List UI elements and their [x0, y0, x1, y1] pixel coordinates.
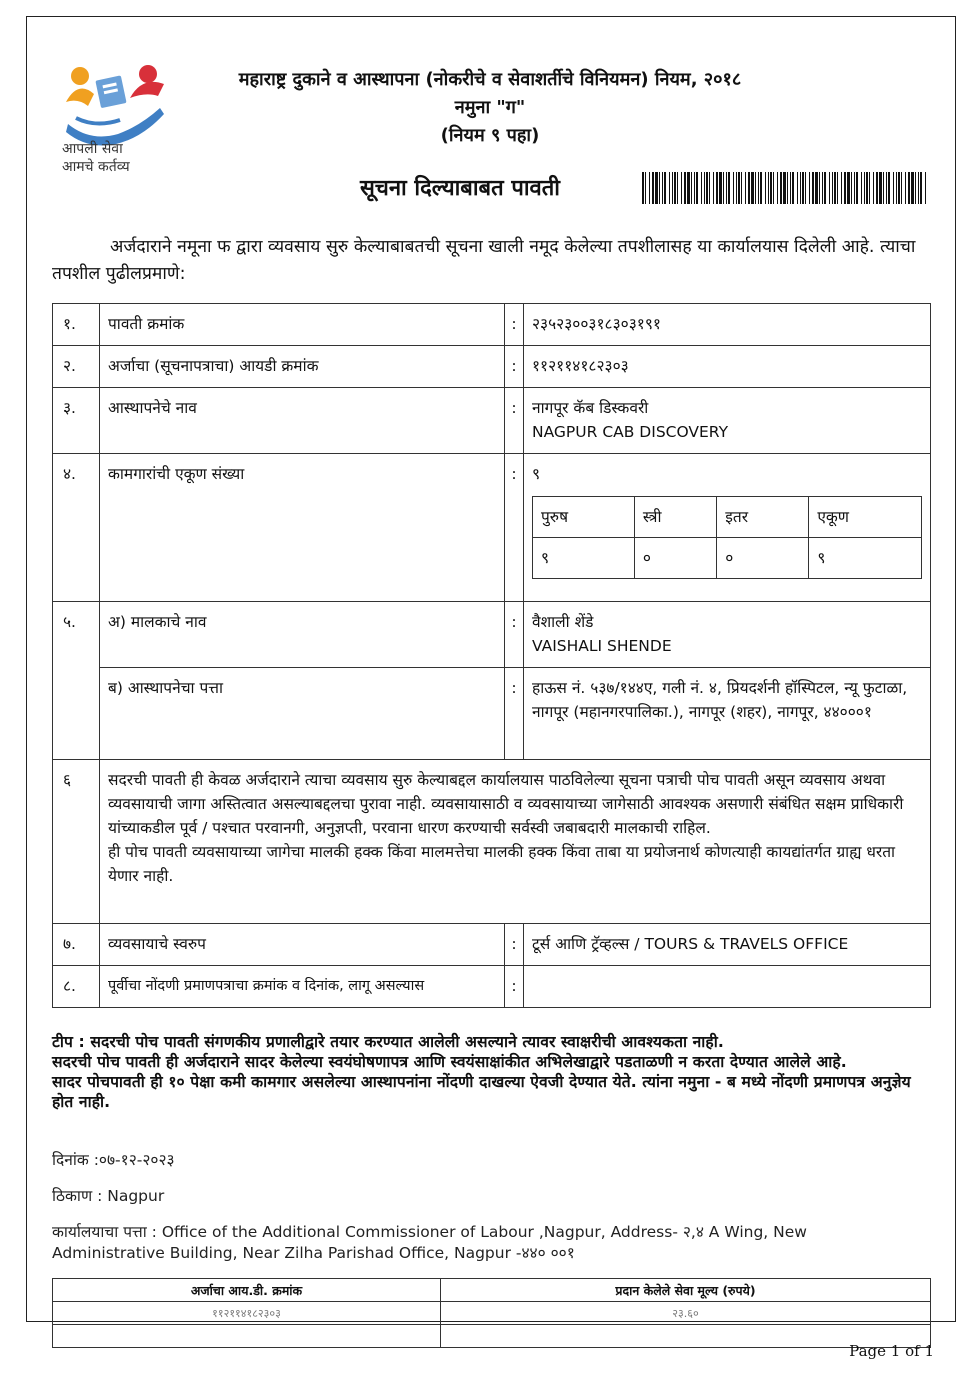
table-row: [53, 924, 931, 966]
worker-count: ०: [717, 538, 809, 579]
field-label: ब) आस्थापनेचा पत्ता: [100, 668, 505, 760]
column-header: स्त्री: [634, 497, 716, 538]
table-row: [53, 454, 931, 602]
table-row: [53, 346, 931, 388]
logo-caption-line2: आमचे कर्तव्य: [62, 159, 130, 175]
logo-caption: [62, 140, 172, 176]
owner-name-marathi: वैशाली शेंडे: [532, 613, 594, 631]
header-rule-title: महाराष्ट्र दुकाने व आस्थापना (नोकरीचे व सेवाशर्तीचे विनियमन) नियम, २०१८: [238, 69, 742, 90]
field-label: पावती क्रमांक: [100, 304, 505, 346]
establishment-name-value: [524, 388, 931, 454]
application-id-value: ११२११४१८२३०३: [524, 346, 931, 388]
receipt-number-value: २३५२३००३१८३०३१९१: [524, 304, 931, 346]
date-line: [52, 1150, 175, 1171]
row-number: ५.: [53, 602, 100, 760]
row-number: ८.: [53, 966, 100, 1008]
column-header: प्रदान केलेले सेवा मूल्य (रुपये): [441, 1279, 931, 1302]
office-label: कार्यालयाचा पत्ता :: [52, 1223, 157, 1241]
business-type-value: टूर्स आणि ट्रॅव्हल्स / TOURS & TRAVELS OFFICE: [524, 924, 931, 966]
colon: :: [505, 388, 524, 454]
worker-count: ९: [809, 538, 922, 579]
owner-name-english: VAISHALI SHENDE: [532, 637, 672, 655]
form-header: [160, 66, 820, 150]
row-number: ६: [53, 760, 100, 924]
colon: :: [505, 924, 524, 966]
worker-count: ९: [533, 538, 635, 579]
column-header: एकूण: [809, 497, 922, 538]
note-line1: टीप : सदरची पोच पावती संगणकीय प्रणालीद्वारे तयार करण्यात आलेली असल्याने त्यावर स्वाक्षरीची आवश्यकता नाही.: [52, 1033, 724, 1051]
place-value: Nagpur: [107, 1187, 165, 1205]
colon: :: [505, 668, 524, 760]
table-row: [533, 538, 922, 579]
disclaimer-para2: ही पोच पावती व्यवसायाच्या जागेचा मालकी हक्क किंवा मालमत्तेचा मालकी हक्क किंवा ताबा या प्रयोजनार्थ कोणत्याही कायद्यांतर्गत ग्राह्य धरता येणार नाही.: [108, 843, 896, 885]
previous-registration-value: [524, 966, 931, 1008]
worker-count-cell: [524, 454, 931, 602]
row-number: ४.: [53, 454, 100, 602]
table-row: [53, 966, 931, 1008]
disclaimer-cell: [100, 760, 931, 924]
note-block: [52, 1032, 932, 1112]
field-label: कामगारांची एकूण संख्या: [100, 454, 505, 602]
table-row: [53, 304, 931, 346]
date-value: ०७-१२-२०२३: [98, 1151, 175, 1169]
header-rule-ref: (नियम ९ पहा): [440, 125, 540, 146]
table-row: [53, 668, 931, 760]
field-label: आस्थापनेचे नाव: [100, 388, 505, 454]
column-header: अर्जाचा आय.डी. क्रमांक: [53, 1279, 441, 1302]
table-row: [53, 602, 931, 668]
note-line3: सादर पोचपावती ही १० पेक्षा कमी कामगार असलेल्या आस्थापनांना नोंदणी दाखल्या ऐवजी देण्यात येते. त्यांना नमुना - ब मध्ये नोंदणी प्रमाणपत्र अनुज्ञेय होत नाही.: [52, 1073, 911, 1111]
table-row: [53, 388, 931, 454]
colon: :: [505, 454, 524, 602]
column-header: इतर: [717, 497, 809, 538]
owner-name-value: [524, 602, 931, 668]
row-number: ३.: [53, 388, 100, 454]
office-value: Office of the Additional Commissioner of Labour ,Nagpur, Address- २,४ A Wing, New Administrative Building, Near Zilha Parishad Office, Nagpur -४४० ००१: [52, 1223, 807, 1262]
worker-breakdown-table: [532, 496, 922, 579]
header-form-name: नमुना "ग": [454, 97, 526, 118]
worker-count: ०: [634, 538, 716, 579]
establishment-name-marathi: नागपूर कॅब डिस्कवरी: [532, 399, 649, 417]
colon: :: [505, 346, 524, 388]
table-row: [533, 497, 922, 538]
receipt-title: सूचना दिल्याबाबत पावती: [360, 176, 560, 201]
worker-total-value: ९: [532, 465, 541, 483]
table-row: [53, 1325, 931, 1348]
colon: :: [505, 966, 524, 1008]
intro-paragraph: अर्जदाराने नमूना फ द्वारा व्यवसाय सुरु केल्याबाबतची सूचना खाली नमूद केलेल्या तपशीलासह या कार्यालयास दिलेली आहे. त्याचा तपशील पुढीलप्रमाणे:: [52, 237, 916, 284]
establishment-address-value: हाऊस नं. ५३७/१४४ए, गली नं. ४, प्रियदर्शनी हॉस्पिटल, न्यू फुटाळा, नागपूर (महानगरपालिका.), नागपूर (शहर), नागपूर, ४४०००१: [524, 668, 931, 760]
fee-application-id: ११२११४१८२३०३: [53, 1302, 441, 1325]
row-number: ७.: [53, 924, 100, 966]
column-header: पुरुष: [533, 497, 635, 538]
field-label: व्यवसायाचे स्वरुप: [100, 924, 505, 966]
page-number: Page 1 of 1: [849, 1342, 934, 1360]
office-address: [52, 1222, 912, 1264]
details-table: [52, 303, 931, 1008]
colon: :: [505, 304, 524, 346]
table-row: [53, 760, 931, 924]
disclaimer-para1: सदरची पावती ही केवळ अर्जदाराने त्याचा व्यवसाय सुरु केल्याबद्दल कार्यालयास पाठविलेल्या सूचना पत्राची पोच पावती असून व्यवसाय अथवा व्यवसायाची जागा अस्तित्वात असल्याबद्दलचा पुरावा नाही. व्यवसायासाठी व व्यवसायाच्या जागेसाठी आवश्यक असणारी संबंधित सक्षम प्राधिकारी यांच्याकडील पूर्व / पश्चात परवानगी, अनुज्ञप्ती, परवाना धारण करण्याची सर्वस्वी जबाबदारी मालकाची राहिल.: [108, 771, 904, 837]
note-line2: सदरची पोच पावती ही अर्जदाराने सादर केलेल्या स्वयंघोषणापत्र आणि स्वयंसाक्षांकीत अभिलेखाद्वारे पडताळणी न करता देण्यात आलेले आहे.: [52, 1053, 847, 1071]
barcode: [642, 172, 930, 204]
colon: :: [505, 602, 524, 668]
row-number: १.: [53, 304, 100, 346]
field-label: पूर्वीचा नोंदणी प्रमाणपत्राचा क्रमांक व दिनांक, लागू असल्यास: [100, 966, 505, 1008]
logo-caption-line1: आपली सेवा: [62, 141, 123, 157]
field-label: अर्जाचा (सूचनापत्राचा) आयडी क्रमांक: [100, 346, 505, 388]
field-label: अ) मालकाचे नाव: [100, 602, 505, 668]
fee-table: [52, 1278, 931, 1348]
date-label: दिनांक :: [52, 1151, 99, 1169]
fee-amount: २३.६०: [441, 1302, 931, 1325]
establishment-name-english: NAGPUR CAB DISCOVERY: [532, 423, 729, 441]
place-line: [52, 1186, 164, 1207]
row-number: २.: [53, 346, 100, 388]
table-row: [53, 1279, 931, 1302]
place-label: ठिकाण :: [52, 1187, 103, 1205]
table-row: [53, 1302, 931, 1325]
